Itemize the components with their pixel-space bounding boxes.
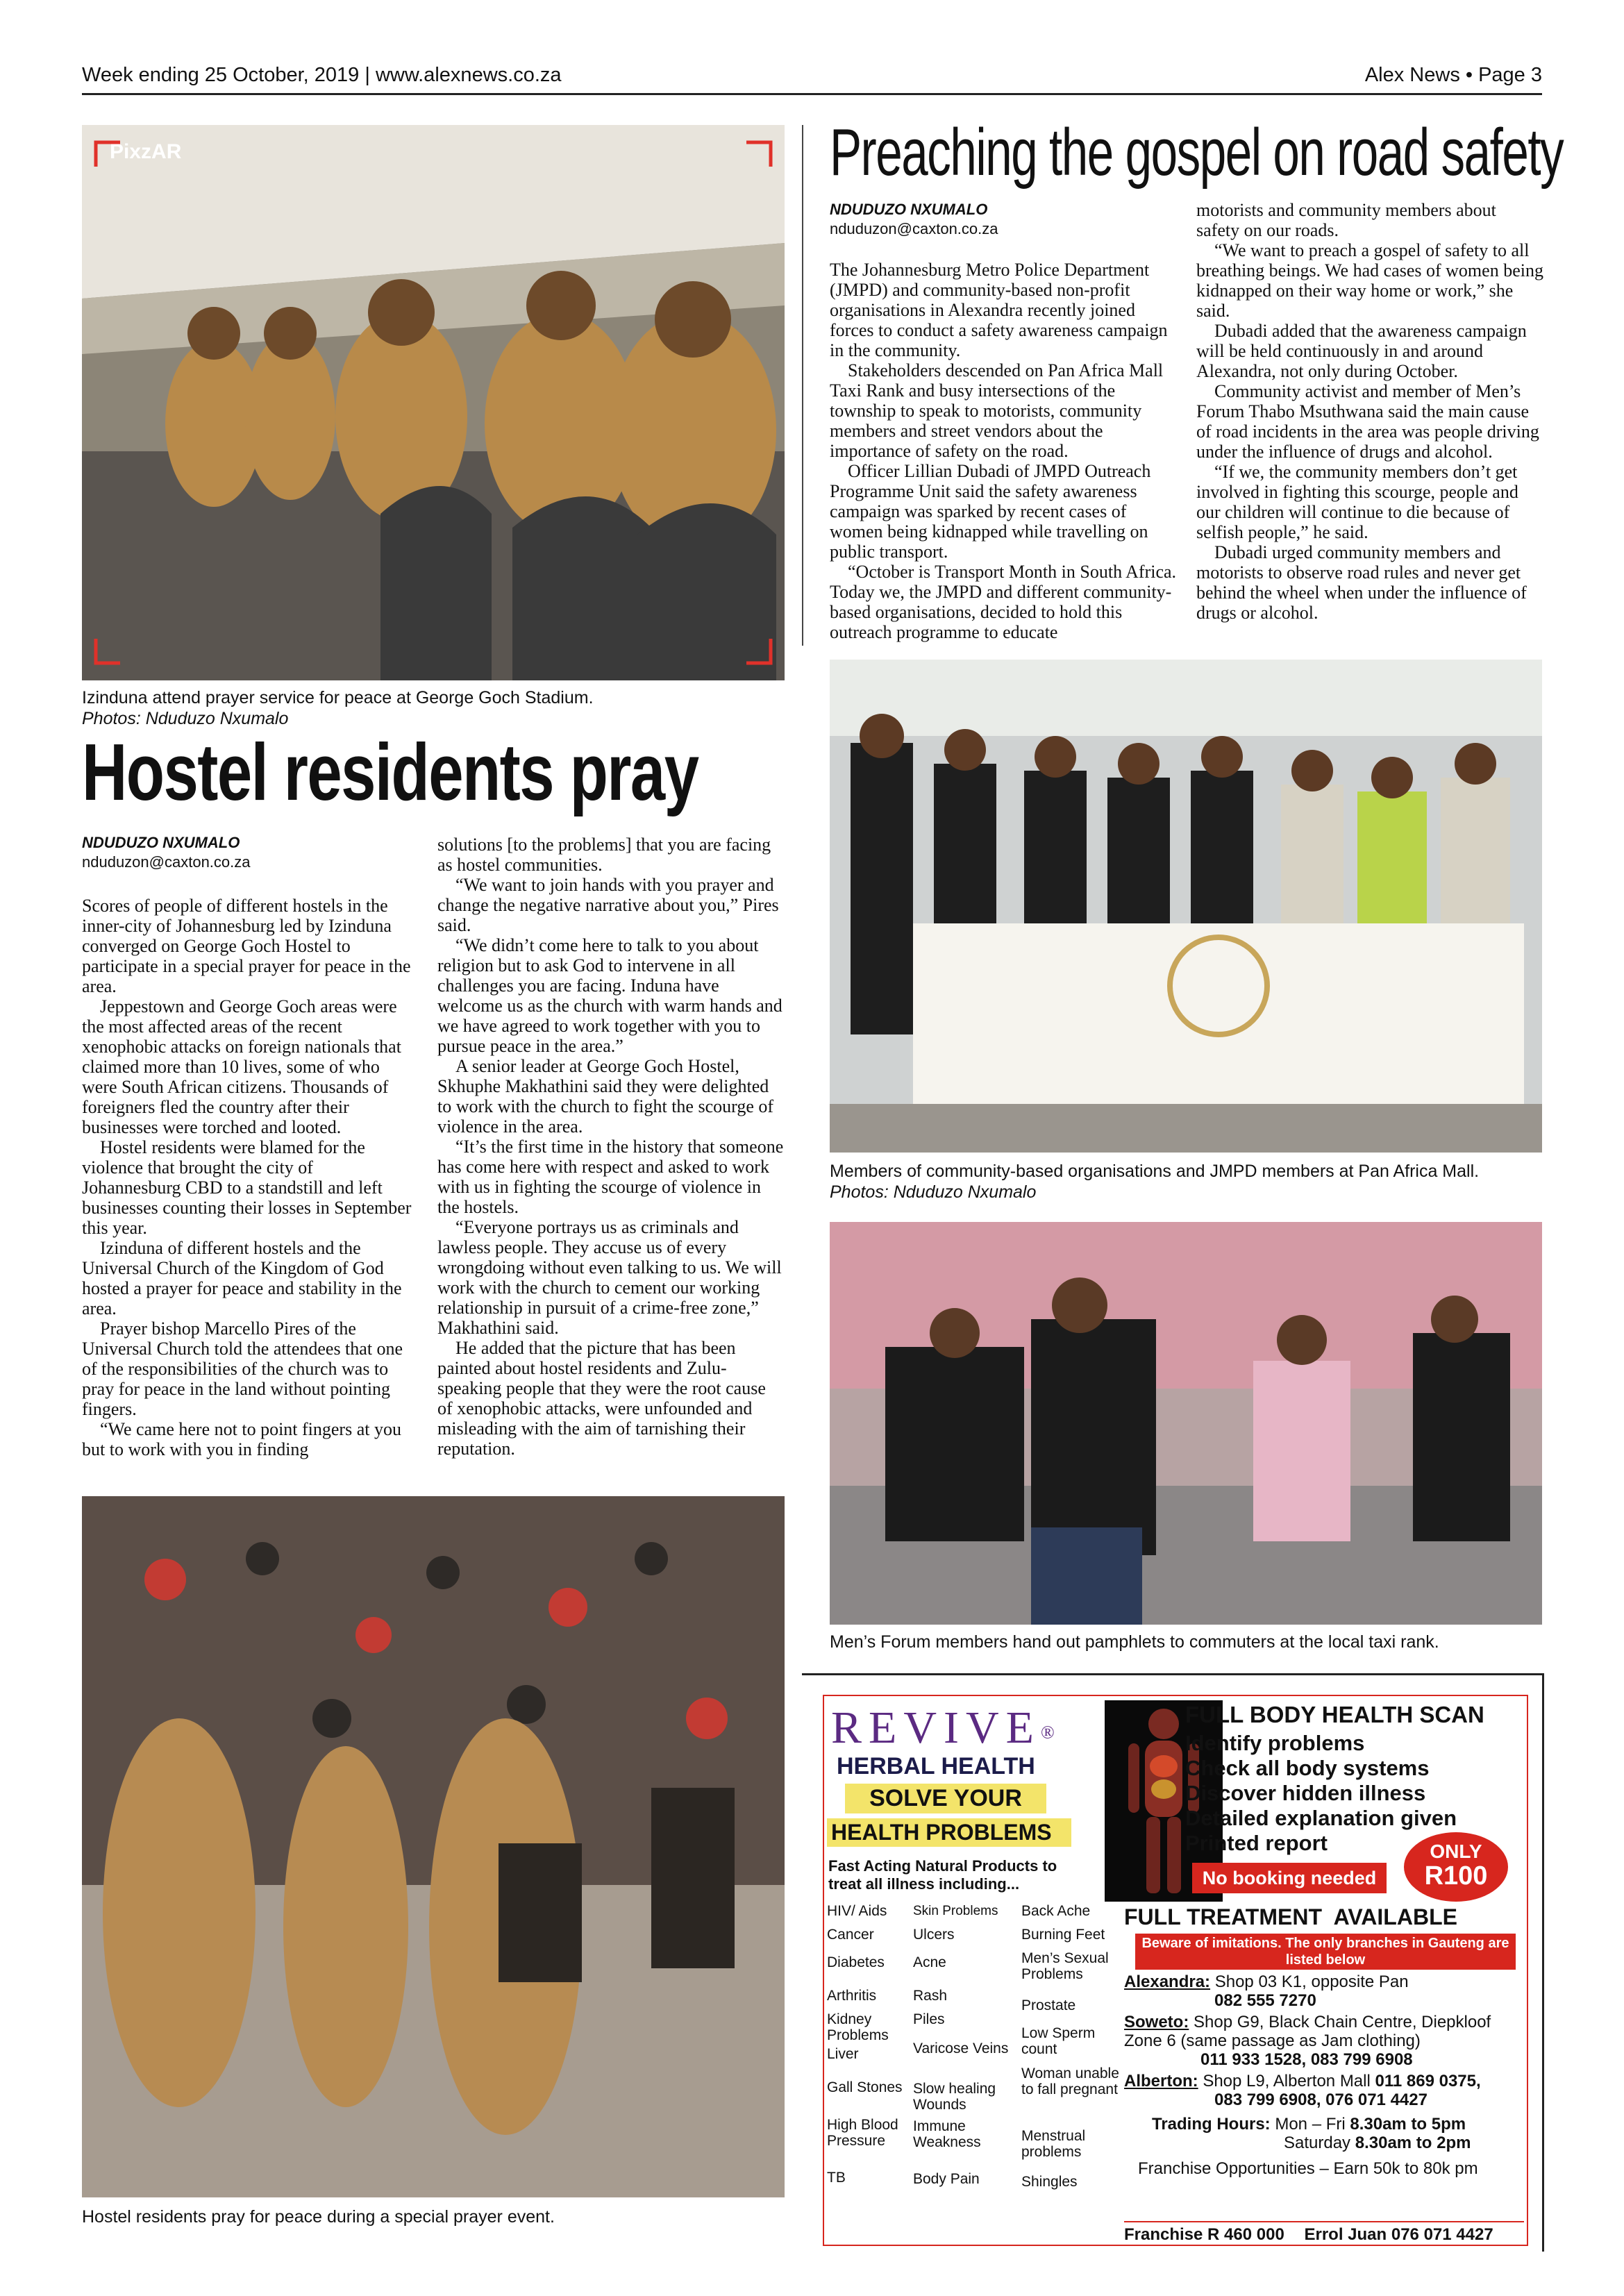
illness-item: Body Pain	[913, 2171, 980, 2187]
franchise-footer	[1124, 2221, 1524, 2245]
alexandra-label: Alexandra:	[1124, 1972, 1211, 1991]
hostel-col1-p2: Jeppestown and George Goch areas were the most affected areas of the recent xenophobic attacks on foreign nationals that claimed more than 10 lives, some of who were South African citizens. Thousands of foreigners fled the country after their businesses were torched and looted.	[82, 996, 401, 1137]
road-col1-p3: Officer Lillian Dubadi of JMPD Outreach Programme Unit said the safety awareness campaign was sparked by recent cases of women being kidnapped while travelling on public transport.	[830, 461, 1151, 562]
illness-item: Liver	[827, 2046, 859, 2062]
illness-item: Cancer	[827, 1927, 874, 1943]
illness-item: Back Ache	[1021, 1903, 1091, 1919]
soweto-address: Shop G9, Black Chain Centre, Diepkloof Zone 6 (same passage as Jam clothing)	[1124, 2013, 1491, 2050]
alberton-branch	[1124, 2072, 1524, 2090]
price-only: ONLY	[1430, 1841, 1482, 1862]
pan-africa-photo	[830, 660, 1542, 1153]
hostel-pray-photo	[82, 1496, 785, 2197]
road-column-1	[830, 260, 1177, 642]
illness-item: Rash	[913, 1988, 948, 2004]
illness-item: Arthritis	[827, 1988, 877, 2004]
izinduna-caption-text: Izinduna attend prayer service for peace at George Goch Stadium.	[82, 688, 594, 707]
revive-logo: REVIVE	[831, 1702, 1041, 1753]
illness-list-1	[827, 1903, 910, 2186]
soweto-phone: 011 933 1528, 083 799 6908	[1200, 2050, 1413, 2069]
pan-africa-photo-art	[830, 660, 1542, 1153]
scan-item: Discover hidden illness	[1185, 1781, 1426, 1805]
hours-saturday: Saturday	[1284, 2134, 1351, 2152]
illness-item: TB	[827, 2170, 846, 2186]
scan-item: Check all body systems	[1185, 1756, 1430, 1780]
illness-item: Shingles	[1021, 2174, 1078, 2190]
scan-item: Identify problems	[1185, 1731, 1365, 1755]
hours-weekday-time: 8.30am to 5pm	[1350, 2115, 1466, 2134]
alberton-label: Alberton:	[1124, 2072, 1198, 2090]
beware-banner: Beware of imitations. The only branches in Gauteng are listed below	[1135, 1934, 1516, 1970]
alexandra-address: Shop 03 K1, opposite Pan	[1214, 1972, 1409, 1991]
illness-item: Slow healing Wounds	[913, 2081, 996, 2113]
hostel-pray-caption: Hostel residents pray for peace during a special prayer event.	[82, 2207, 555, 2227]
illness-item: Menstrual problems	[1021, 2128, 1086, 2160]
illness-item: Ulcers	[913, 1927, 955, 1943]
revive-reg: ®	[1040, 1722, 1055, 1743]
alberton-phone-1: 011 869 0375,	[1375, 2072, 1481, 2090]
illness-item: Woman unable to fall pregnant	[1021, 2065, 1119, 2097]
izinduna-photo-art	[82, 125, 785, 680]
mens-forum-photo-art	[830, 1222, 1542, 1625]
izinduna-photo	[82, 125, 785, 680]
alexandra-phone: 082 555 7270	[1214, 1991, 1316, 2010]
hostel-col1-p1: Scores of people of different hostels in the inner-city of Johannesburg led by Izinduna converged on George Goch Hostel to participate in a special prayer for peace in the area.	[82, 896, 411, 996]
fast-acting: Fast Acting Natural Products to treat all illness including...	[828, 1857, 1057, 1893]
soweto-label: Soweto:	[1124, 2013, 1189, 2031]
hostel-col2-p7: He added that the picture that has been painted about hostel residents and Zulu-speaking people that they were the root cause of xenophobic attacks, were unfounded and misleading with the aim of tarnishing their reputation.	[437, 1338, 766, 1459]
road-col2-p1: motorists and community members about safety on our roads.	[1196, 200, 1496, 240]
road-column-2	[1196, 200, 1543, 623]
hours-saturday-time: 8.30am to 2pm	[1355, 2134, 1471, 2152]
road-col1-p1: The Johannesburg Metro Police Department (JMPD) and community-based non-profit organisations in Alexandra recently joined forces to conduct a safety awareness campaign in the community.	[830, 260, 1168, 360]
revive-advert	[802, 1673, 1544, 2252]
hostel-column-2	[437, 835, 785, 1459]
illness-item: Burning Feet	[1021, 1927, 1105, 1943]
alberton-phone-2: 083 799 6908, 076 071 4427	[1214, 2090, 1428, 2109]
revive-advert-frame	[823, 1695, 1528, 2246]
mens-forum-photo	[830, 1222, 1542, 1625]
road-headline: Preaching the gospel on road safety	[830, 115, 1564, 190]
illness-item: Immune Weakness	[913, 2118, 981, 2150]
mens-forum-caption: Men’s Forum members hand out pamphlets to commuters at the local taxi rank.	[830, 1632, 1439, 1652]
hostel-col2-p2: “We want to join hands with you prayer and change the negative narrative about you,” Pires said.	[437, 875, 779, 935]
road-col2-p4: Community activist and member of Men’s Forum Thabo Msuthwana said the main cause of road incidents in the area was people driving under the influence of drugs and alcohol.	[1196, 381, 1539, 462]
header-date-url: Week ending 25 October, 2019 | www.alexnews.co.za	[82, 64, 562, 86]
hostel-col2-p4: A senior leader at George Goch Hostel, Skhuphe Makhathini said they were delighted to work with the church to fight the scourge of violence in the area.	[437, 1056, 774, 1137]
izinduna-caption	[82, 687, 785, 729]
illness-item: Prostate	[1021, 1997, 1076, 2013]
hostel-col2-p5: “It’s the first time in the history that someone has come here with respect and asked to work with us in fighting the scourge of violence in the hostels.	[437, 1137, 784, 1217]
solve-your: SOLVE YOUR	[845, 1784, 1046, 1813]
alberton-address: Shop L9, Alberton Mall	[1203, 2072, 1371, 2090]
illness-item: Kidney Problems	[827, 2011, 889, 2043]
hours-weekday: Mon – Fri	[1275, 2115, 1346, 2134]
trading-hours-saturday	[1124, 2134, 1524, 2152]
hours-label: Trading Hours:	[1152, 2115, 1271, 2134]
illness-item: Men’s Sexual Problems	[1021, 1950, 1109, 1982]
hostel-col1-p3: Hostel residents were blamed for the violence that brought the city of Johannesburg CBD to a standstill and left businesses counting their losses in September this year.	[82, 1137, 412, 1238]
branches	[1124, 1972, 1524, 2178]
price-value: R100	[1424, 1861, 1488, 1891]
hostel-col2-p3: “We didn’t come here to talk to you about religion but to ask God to intervene in all challenges you are facing. Induna have welcome us as the church with warm hands and we have agreed to work together with you to pursue peace in the area.”	[437, 935, 782, 1056]
pan-africa-caption	[830, 1161, 1542, 1203]
illness-item: Varicose Veins	[913, 2041, 1009, 2056]
illness-list-2	[913, 1903, 1017, 2187]
no-booking-badge: No booking needed	[1192, 1863, 1387, 1893]
page-header	[82, 64, 1542, 92]
hostel-pray-photo-art	[82, 1496, 785, 2197]
road-email: nduduzon@caxton.co.za	[830, 220, 998, 237]
hostel-byline	[82, 833, 429, 872]
scan-item: Detailed explanation given	[1185, 1806, 1457, 1830]
road-col1-p4: “October is Transport Month in South Africa. Today we, the JMPD and different community-based organisations, decided to hold this outreach programme to educate	[830, 562, 1177, 642]
treatment-title: FULL TREATMENT AVAILABLE	[1124, 1904, 1457, 1929]
hostel-headline: Hostel residents pray	[82, 727, 698, 817]
alexandra-branch	[1124, 1972, 1524, 1991]
scan-list	[1185, 1731, 1457, 1856]
pixzar-watermark: PixzAR	[110, 140, 182, 163]
franchise-opportunities: Franchise Opportunities – Earn 50k to 80k pm	[1138, 2159, 1478, 2178]
road-byline	[830, 200, 1177, 239]
hostel-col2-p6: “Everyone portrays us as criminals and lawless people. They accuse us of every wrongdoing without even talking to us. We will work with the church to cement our working relationship in pursuit of a crime-free zone,” Makhathini said.	[437, 1217, 782, 1338]
izinduna-caption-credit: Photos: Nduduzo Nxumalo	[82, 709, 289, 728]
column-divider	[802, 125, 803, 646]
road-col1-p2: Stakeholders descended on Pan Africa Mall Taxi Rank and busy intersections of the township to speak to motorists, community members and street vendors about the importance of safety on the road.	[830, 360, 1164, 461]
hostel-column-1	[82, 896, 415, 1459]
illness-item: High Blood Pressure	[827, 2117, 898, 2149]
scan-title: FULL BODY HEALTH SCAN	[1185, 1702, 1484, 1727]
revive-brand	[831, 1702, 1102, 1754]
illness-item: Low Sperm count	[1021, 2025, 1096, 2057]
road-col2-p3: Dubadi added that the awareness campaign will be held continuously in and around Alexandra, not only during October.	[1196, 321, 1527, 381]
road-author: NDUDUZO NXUMALO	[830, 201, 988, 218]
hostel-author: NDUDUZO NXUMALO	[82, 834, 240, 851]
scan-item: Printed report	[1185, 1831, 1328, 1855]
pan-africa-caption-text: Members of community-based organisations and JMPD members at Pan Africa Mall.	[830, 1162, 1480, 1181]
soweto-branch	[1124, 2013, 1524, 2050]
hostel-col1-p5: Prayer bishop Marcello Pires of the Universal Church told the attendees that one of the responsibilities of the church was to pray for peace in the land without pointing fingers.	[82, 1318, 403, 1419]
illness-item: Acne	[913, 1954, 946, 1970]
hostel-col1-p4: Izinduna of different hostels and the Universal Church of the Kingdom of God hosted a prayer for peace and stability in the area.	[82, 1238, 402, 1318]
illness-item: Gall Stones	[827, 2079, 903, 2095]
trading-hours	[1124, 2115, 1524, 2134]
illness-list-3	[1021, 1903, 1132, 2190]
hostel-col2-p1: solutions [to the problems] that you are facing as hostel communities.	[437, 835, 771, 875]
pan-africa-caption-credit: Photos: Nduduzo Nxumalo	[830, 1182, 1037, 1202]
franchise-price: Franchise R 460 000	[1124, 2225, 1284, 2244]
illness-item: HIV/ Aids	[827, 1903, 887, 1919]
road-col2-p2: “We want to preach a gospel of safety to all breathing beings. We had cases of women being kidnapped on their way home or work,” she said.	[1196, 240, 1543, 321]
herbal-health: HERBAL HEALTH	[837, 1753, 1035, 1779]
hostel-col1-p6: “We came here not to point fingers at you but to work with you in finding	[82, 1419, 401, 1459]
health-problems: HEALTH PROBLEMS	[827, 1818, 1071, 1847]
road-col2-p6: Dubadi urged community members and motorists to observe road rules and never get behind the wheel when under the influence of drugs or alcohol.	[1196, 542, 1527, 623]
franchise-contact: Errol Juan 076 071 4427	[1304, 2225, 1493, 2244]
road-col2-p5: “If we, the community members don’t get involved in fighting this scourge, people and our children will continue to die because of selfish people,” he said.	[1196, 462, 1518, 542]
price-badge	[1404, 1832, 1508, 1902]
hostel-email: nduduzon@caxton.co.za	[82, 853, 251, 871]
illness-item: Piles	[913, 2011, 945, 2027]
illness-item: Skin Problems	[913, 1904, 998, 1918]
header-rule	[82, 93, 1542, 95]
illness-item: Diabetes	[827, 1954, 885, 1970]
header-page-number: Alex News • Page 3	[1364, 64, 1542, 86]
